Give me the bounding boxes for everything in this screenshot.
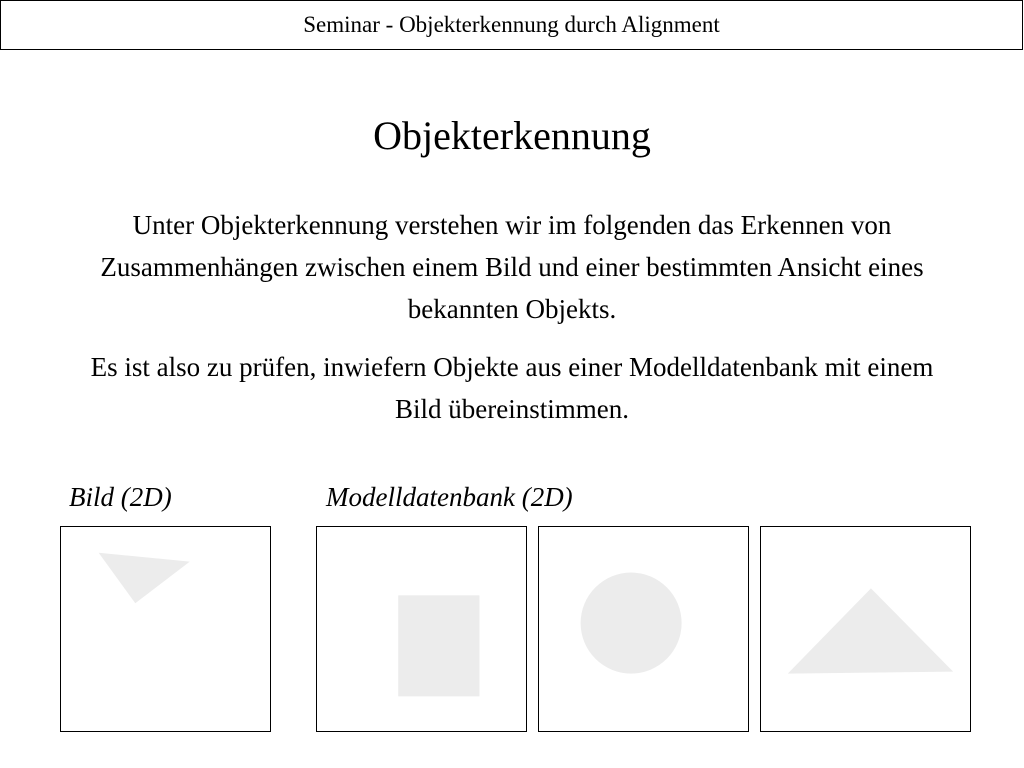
- model-circle-shape: [581, 573, 682, 674]
- model-panel-triangle: [760, 526, 971, 732]
- paragraph-definition: Unter Objekterkennung verstehen wir im folgenden das Erkennen von Zusammenhängen zwischen einem Bild und einer bestimmten Ansicht eines bekannten Objekts.: [100, 210, 924, 324]
- model-square-shape: [398, 595, 479, 696]
- header-title: Seminar - Objekterkennung durch Alignment: [303, 12, 720, 37]
- slide-title: Objekterkennung: [373, 113, 651, 158]
- model-panel-square: [316, 526, 527, 732]
- paragraph-task: Es ist also zu prüfen, inwiefern Objekte aus einer Modelldatenbank mit einem Bild übereinstimmen.: [90, 352, 934, 424]
- model-triangle-shape: [788, 588, 953, 673]
- caption-model-database: Modelldatenbank (2D): [326, 482, 573, 512]
- header-bar: [0, 0, 1023, 50]
- image-panel: [60, 526, 271, 732]
- image-triangle-shape: [99, 553, 190, 604]
- model-panel-circle: [538, 526, 749, 732]
- model-triangle-canvas: [761, 527, 970, 731]
- model-circle-canvas: [539, 527, 748, 731]
- model-square-canvas: [317, 527, 526, 731]
- caption-image: Bild (2D): [69, 482, 172, 512]
- image-panel-canvas: [61, 527, 270, 731]
